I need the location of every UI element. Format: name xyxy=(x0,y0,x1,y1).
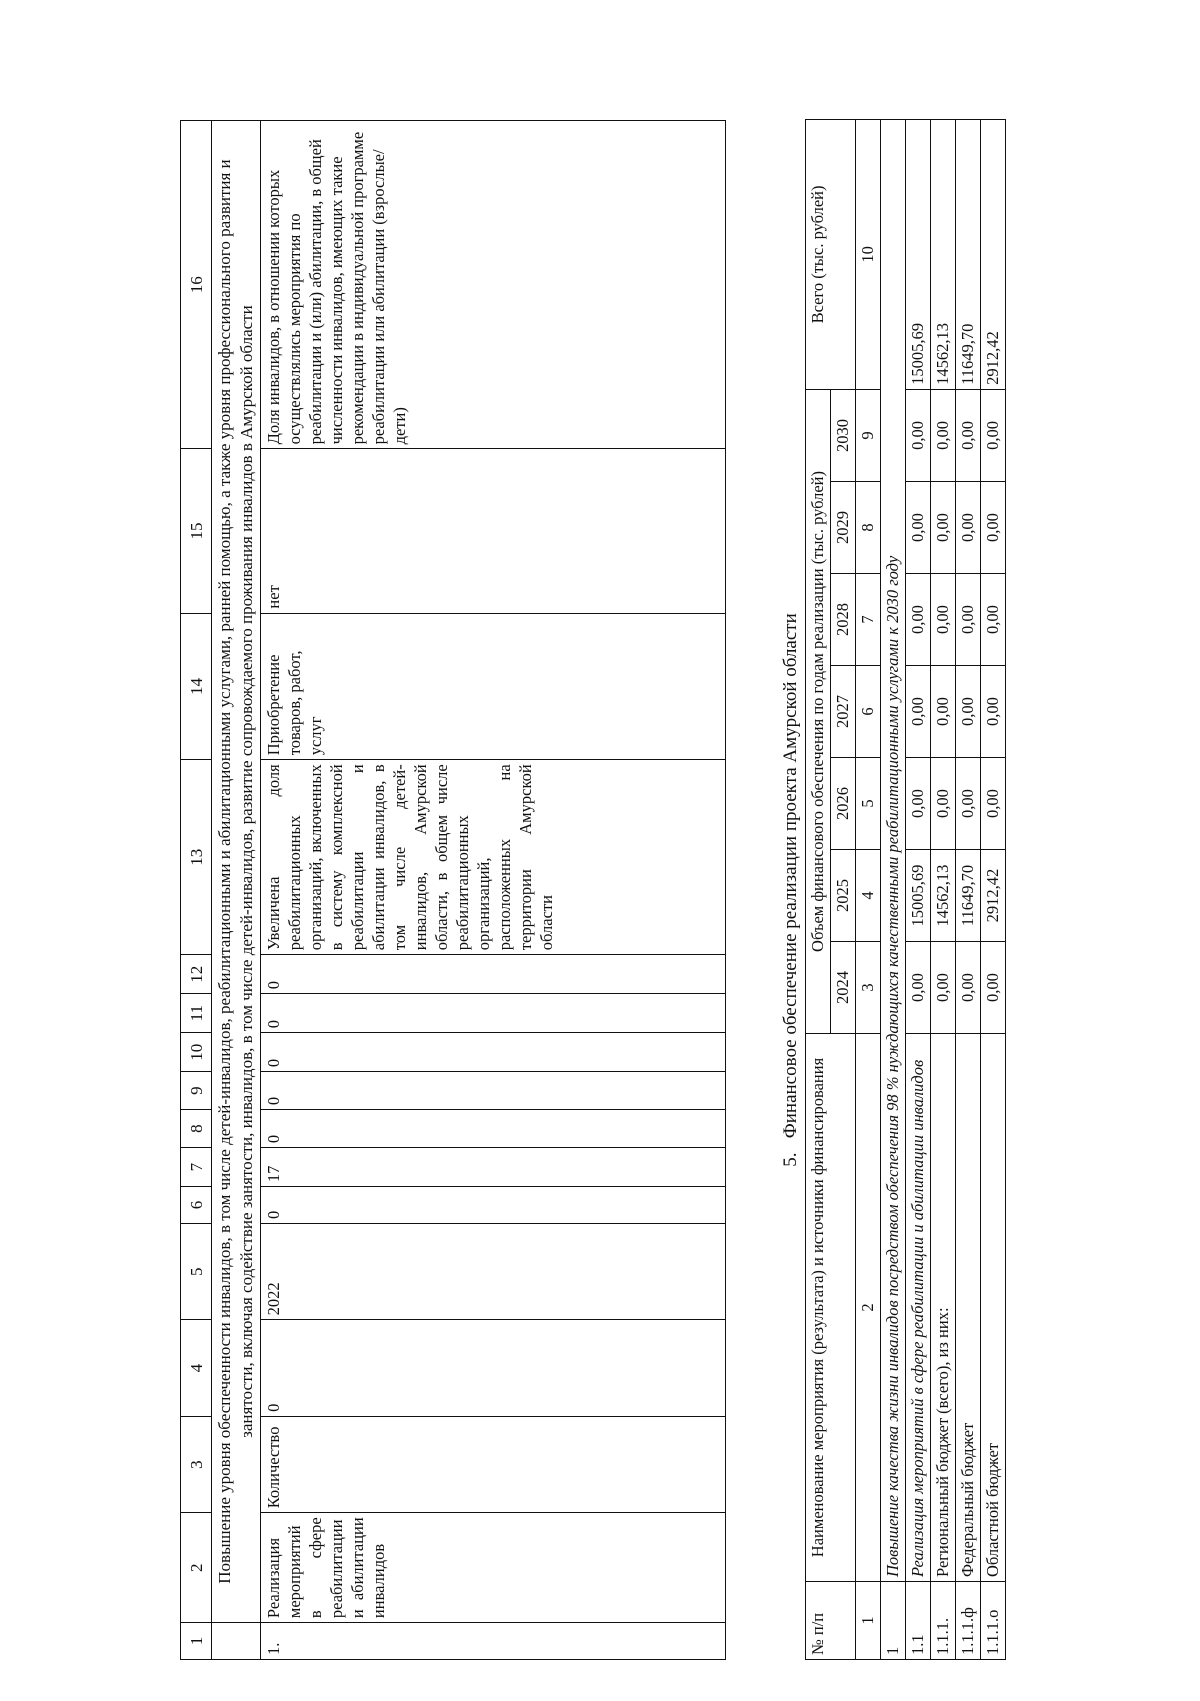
total-amount: 11649,70 xyxy=(956,119,981,389)
year-header: 2026 xyxy=(831,758,856,850)
col-num: 6 xyxy=(181,1187,212,1224)
funding-source: Федеральный бюджет xyxy=(956,1034,981,1582)
year-amount: 0,00 xyxy=(931,758,956,850)
total-amount: 2912,42 xyxy=(981,119,1006,389)
year-amount: 0,00 xyxy=(931,482,956,574)
year-amount: 0,00 xyxy=(906,758,931,850)
year-amount: 0,00 xyxy=(956,758,981,850)
finance-table xyxy=(805,119,1006,1660)
value-cell: 17 xyxy=(261,1148,726,1187)
year-amount: 0,00 xyxy=(956,942,981,1034)
year-amount: 0,00 xyxy=(906,666,931,758)
year-amount: 0,00 xyxy=(981,482,1006,574)
year-header: 2029 xyxy=(831,482,856,574)
year-amount: 0,00 xyxy=(956,574,981,666)
year-amount: 0,00 xyxy=(956,666,981,758)
col-num: 7 xyxy=(856,574,881,666)
col-num: 13 xyxy=(181,760,212,955)
base-value: 0 xyxy=(261,1320,726,1416)
col-num: 1 xyxy=(856,1582,881,1660)
rotated-document-page xyxy=(180,120,1140,1660)
year-amount: 0,00 xyxy=(981,666,1006,758)
col-num: 10 xyxy=(856,119,881,389)
section-number: 5. xyxy=(780,1152,801,1167)
year-amount: 0,00 xyxy=(981,574,1006,666)
col-num: 3 xyxy=(181,1416,212,1512)
goal-row xyxy=(881,119,906,1659)
flag: нет xyxy=(261,449,726,613)
goal-row xyxy=(212,121,261,1660)
year-header: 2030 xyxy=(831,389,856,481)
total-amount: 15005,69 xyxy=(906,119,931,389)
finance-row xyxy=(906,119,931,1659)
col-num: 14 xyxy=(181,613,212,760)
header-volume: Объем финансового обеспечения по годам реализации (тыс. рублей) xyxy=(806,389,831,1033)
header-num: № п/п xyxy=(806,1582,856,1660)
header-total: Всего (тыс. рублей) xyxy=(806,119,856,389)
row-number: 1.1 xyxy=(906,1582,931,1660)
col-num: 2 xyxy=(856,1034,881,1582)
finance-row xyxy=(981,119,1006,1659)
row-number: 1.1.1.ф xyxy=(956,1582,981,1660)
col-num: 4 xyxy=(856,850,881,942)
year-amount: 0,00 xyxy=(906,942,931,1034)
year-amount: 0,00 xyxy=(956,389,981,481)
row-number: 1.1.1. xyxy=(931,1582,956,1660)
year-amount: 0,00 xyxy=(931,389,956,481)
header-number-row xyxy=(181,121,212,1660)
funding-source: Региональный бюджет (всего), из них: xyxy=(931,1034,956,1582)
result-description: Увеличена доля реабилитационных организаций, включенных в систему комплексной реабилитации и абилитации инвалидов, в том числе детей-инвалидов, Амурской области, в общем числе реабилитационных организаций, расположенных на территории Амурской области xyxy=(261,760,726,955)
goal-num: 1 xyxy=(881,1582,906,1660)
year-header: 2028 xyxy=(831,574,856,666)
col-num: 3 xyxy=(856,942,881,1034)
section-heading xyxy=(780,120,802,1660)
col-num: 5 xyxy=(856,758,881,850)
indicator-row xyxy=(261,121,726,1660)
col-num: 15 xyxy=(181,449,212,613)
year-amount: 0,00 xyxy=(956,482,981,574)
year-amount: 0,00 xyxy=(931,942,956,1034)
funding-source: Реализация мероприятий в сфере реабилитации и абилитации инвалидов xyxy=(906,1034,931,1582)
col-num: 12 xyxy=(181,955,212,994)
col-num: 8 xyxy=(856,482,881,574)
col-num: 5 xyxy=(181,1223,212,1319)
year-header: 2024 xyxy=(831,942,856,1034)
year-amount: 0,00 xyxy=(981,758,1006,850)
col-num: 6 xyxy=(856,666,881,758)
finance-header-row xyxy=(806,119,831,1659)
year-amount: 0,00 xyxy=(931,574,956,666)
year-amount: 0,00 xyxy=(906,574,931,666)
col-num: 1 xyxy=(181,1623,212,1660)
value-cell: 0 xyxy=(261,1033,726,1072)
value-cell: 0 xyxy=(261,994,726,1033)
year-amount: 14562,13 xyxy=(931,850,956,942)
base-year: 2022 xyxy=(261,1223,726,1319)
col-num: 11 xyxy=(181,994,212,1033)
year-header: 2025 xyxy=(831,850,856,942)
indicators-table xyxy=(180,120,726,1660)
year-amount: 0,00 xyxy=(981,942,1006,1034)
col-num: 9 xyxy=(181,1072,212,1110)
value-cell: 0 xyxy=(261,1110,726,1148)
finance-row xyxy=(931,119,956,1659)
result-type: Приобретение товаров, работ, услуг xyxy=(261,613,726,760)
col-num: 2 xyxy=(181,1513,212,1623)
col-num: 7 xyxy=(181,1148,212,1187)
year-header: 2027 xyxy=(831,666,856,758)
linked-indicator: Доля инвалидов, в отношении которых осуществлялись мероприятия по реабилитации и (или) абилитации, в общей численности инвалидов, имеющих такие рекомендации в индивидуальной программе реабилитации или абилитации (взрослые/дети) xyxy=(261,121,726,449)
year-amount: 0,00 xyxy=(931,666,956,758)
column-number-row xyxy=(856,119,881,1659)
col-num: 9 xyxy=(856,389,881,481)
year-amount: 0,00 xyxy=(906,482,931,574)
year-amount: 2912,42 xyxy=(981,850,1006,942)
header-name: Наименование мероприятия (результата) и источники финансирования xyxy=(806,1034,856,1582)
value-cell: 0 xyxy=(261,1072,726,1110)
goal-empty-cell xyxy=(212,1623,261,1660)
year-amount: 0,00 xyxy=(981,389,1006,481)
col-num: 10 xyxy=(181,1033,212,1072)
finance-row xyxy=(956,119,981,1659)
col-num: 8 xyxy=(181,1110,212,1148)
value-cell: 0 xyxy=(261,955,726,994)
col-num: 4 xyxy=(181,1320,212,1416)
value-cell: 0 xyxy=(261,1187,726,1224)
year-amount: 15005,69 xyxy=(906,850,931,942)
row-number: 1. xyxy=(261,1623,726,1660)
total-amount: 14562,13 xyxy=(931,119,956,389)
year-amount: 11649,70 xyxy=(956,850,981,942)
goal-text: Повышение качества жизни инвалидов посредством обеспечения 98 % нуждающихся качественными реабилитационными услугами к 2030 году xyxy=(881,119,906,1581)
finance-rows xyxy=(906,119,1006,1659)
row-number: 1.1.1.о xyxy=(981,1582,1006,1660)
goal-text: Повышение уровня обеспеченности инвалидов, в том числе детей-инвалидов, реабилитационными и абилитационными услугами, ранней помощью, а также уровня профессионального развития и занятости, включая содействие занятости, инвалидов, в том числе детей-инвалидов, развитие сопровождаемого проживания инвалидов в Амурской области xyxy=(212,121,261,1623)
col-num: 16 xyxy=(181,121,212,449)
event-name: Реализация мероприятий в сфере реабилитации и абилитации инвалидов xyxy=(261,1513,726,1623)
section-title: Финансовое обеспечение реализации проекта Амурской области xyxy=(780,613,801,1139)
funding-source: Областной бюджет xyxy=(981,1034,1006,1582)
year-amount: 0,00 xyxy=(906,389,931,481)
unit: Количество xyxy=(261,1416,726,1512)
